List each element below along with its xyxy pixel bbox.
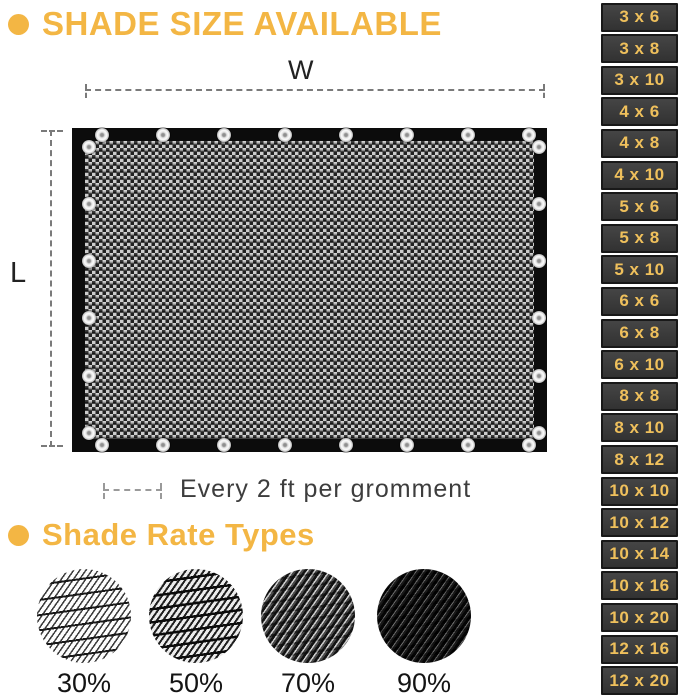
- size-option[interactable]: 5 x 6: [601, 192, 678, 221]
- size-option[interactable]: 6 x 6: [601, 287, 678, 316]
- shade-rate-item: [261, 569, 355, 698]
- grommet-icon: [532, 369, 546, 383]
- size-section-title: SHADE SIZE AVAILABLE: [42, 5, 442, 42]
- size-option[interactable]: 6 x 10: [601, 350, 678, 379]
- grommet-icon: [532, 426, 546, 440]
- bullet-icon: [8, 525, 29, 546]
- grommet-icon: [522, 438, 536, 452]
- shade-rate-item: [149, 569, 243, 698]
- shade-rate-swatch: [37, 569, 131, 663]
- length-dimension-line: [50, 130, 52, 447]
- bullet-icon: [8, 14, 29, 35]
- grommet-icon: [532, 140, 546, 154]
- grommet-icon: [82, 140, 96, 154]
- grommet-icon: [278, 438, 292, 452]
- grommet-icon: [532, 311, 546, 325]
- grommet-icon: [461, 438, 475, 452]
- size-option[interactable]: 3 x 6: [601, 3, 678, 32]
- size-option[interactable]: 8 x 8: [601, 382, 678, 411]
- grommet-icon: [156, 128, 170, 142]
- shade-rate-label: 50%: [168, 668, 224, 698]
- rate-section-title: Shade Rate Types: [42, 517, 315, 552]
- grommet-icon: [461, 128, 475, 142]
- dimension-tick: [85, 84, 87, 98]
- shade-net-mesh-texture: [85, 141, 534, 439]
- size-option[interactable]: 8 x 10: [601, 413, 678, 442]
- grommet-icon: [217, 128, 231, 142]
- shade-rate-swatch: [149, 569, 243, 663]
- length-dimension-label: L: [10, 257, 27, 289]
- grommet-icon: [95, 128, 109, 142]
- shade-rate-row: [0, 569, 600, 698]
- grommet-spacing-note: Every 2 ft per gromment: [180, 475, 472, 503]
- shade-rate-item: [37, 569, 131, 698]
- size-option[interactable]: 10 x 20: [601, 603, 678, 632]
- grommet-icon: [522, 128, 536, 142]
- size-option[interactable]: 6 x 8: [601, 319, 678, 348]
- grommet-icon: [156, 438, 170, 452]
- size-option[interactable]: 5 x 8: [601, 224, 678, 253]
- size-option[interactable]: 5 x 10: [601, 255, 678, 284]
- grommet-icon: [82, 311, 96, 325]
- shade-rate-swatch: [261, 569, 355, 663]
- dimension-tick: [103, 483, 105, 499]
- size-option[interactable]: 4 x 8: [601, 129, 678, 158]
- size-option[interactable]: 10 x 10: [601, 477, 678, 506]
- width-dimension-label: W: [288, 55, 314, 85]
- shade-rate-label: 90%: [396, 668, 452, 698]
- dimension-tick: [41, 445, 63, 447]
- size-option[interactable]: 3 x 8: [601, 34, 678, 63]
- size-option[interactable]: 4 x 10: [601, 161, 678, 190]
- rate-section-heading: [8, 517, 315, 553]
- shade-rate-swatch: [377, 569, 471, 663]
- size-option[interactable]: 4 x 6: [601, 97, 678, 126]
- shade-rate-label: 70%: [280, 668, 336, 698]
- shade-rate-label: 30%: [56, 668, 112, 698]
- width-dimension-line: [85, 89, 545, 91]
- size-option-list: [601, 0, 678, 698]
- size-option[interactable]: 10 x 14: [601, 540, 678, 569]
- grommet-icon: [82, 369, 96, 383]
- size-option[interactable]: 12 x 20: [601, 666, 678, 695]
- grommet-icon: [217, 438, 231, 452]
- grommet-icon: [82, 254, 96, 268]
- size-option[interactable]: 10 x 16: [601, 571, 678, 600]
- size-section-heading: [8, 5, 442, 43]
- size-option[interactable]: 10 x 12: [601, 508, 678, 537]
- shade-rate-item: [377, 569, 471, 698]
- grommet-icon: [278, 128, 292, 142]
- grommet-spacing-bracket: [103, 489, 162, 491]
- grommet-icon: [400, 128, 414, 142]
- dimension-tick: [41, 130, 63, 132]
- grommet-icon: [82, 197, 96, 211]
- grommet-icon: [339, 438, 353, 452]
- shade-net-diagram: [72, 128, 547, 452]
- grommet-icon: [532, 197, 546, 211]
- grommet-icon: [82, 426, 96, 440]
- size-option[interactable]: 8 x 12: [601, 445, 678, 474]
- dimension-tick: [543, 84, 545, 98]
- size-option[interactable]: 12 x 16: [601, 635, 678, 664]
- grommet-icon: [400, 438, 414, 452]
- size-option[interactable]: 3 x 10: [601, 66, 678, 95]
- grommet-icon: [95, 438, 109, 452]
- grommet-icon: [339, 128, 353, 142]
- dimension-tick: [160, 483, 162, 499]
- grommet-icon: [532, 254, 546, 268]
